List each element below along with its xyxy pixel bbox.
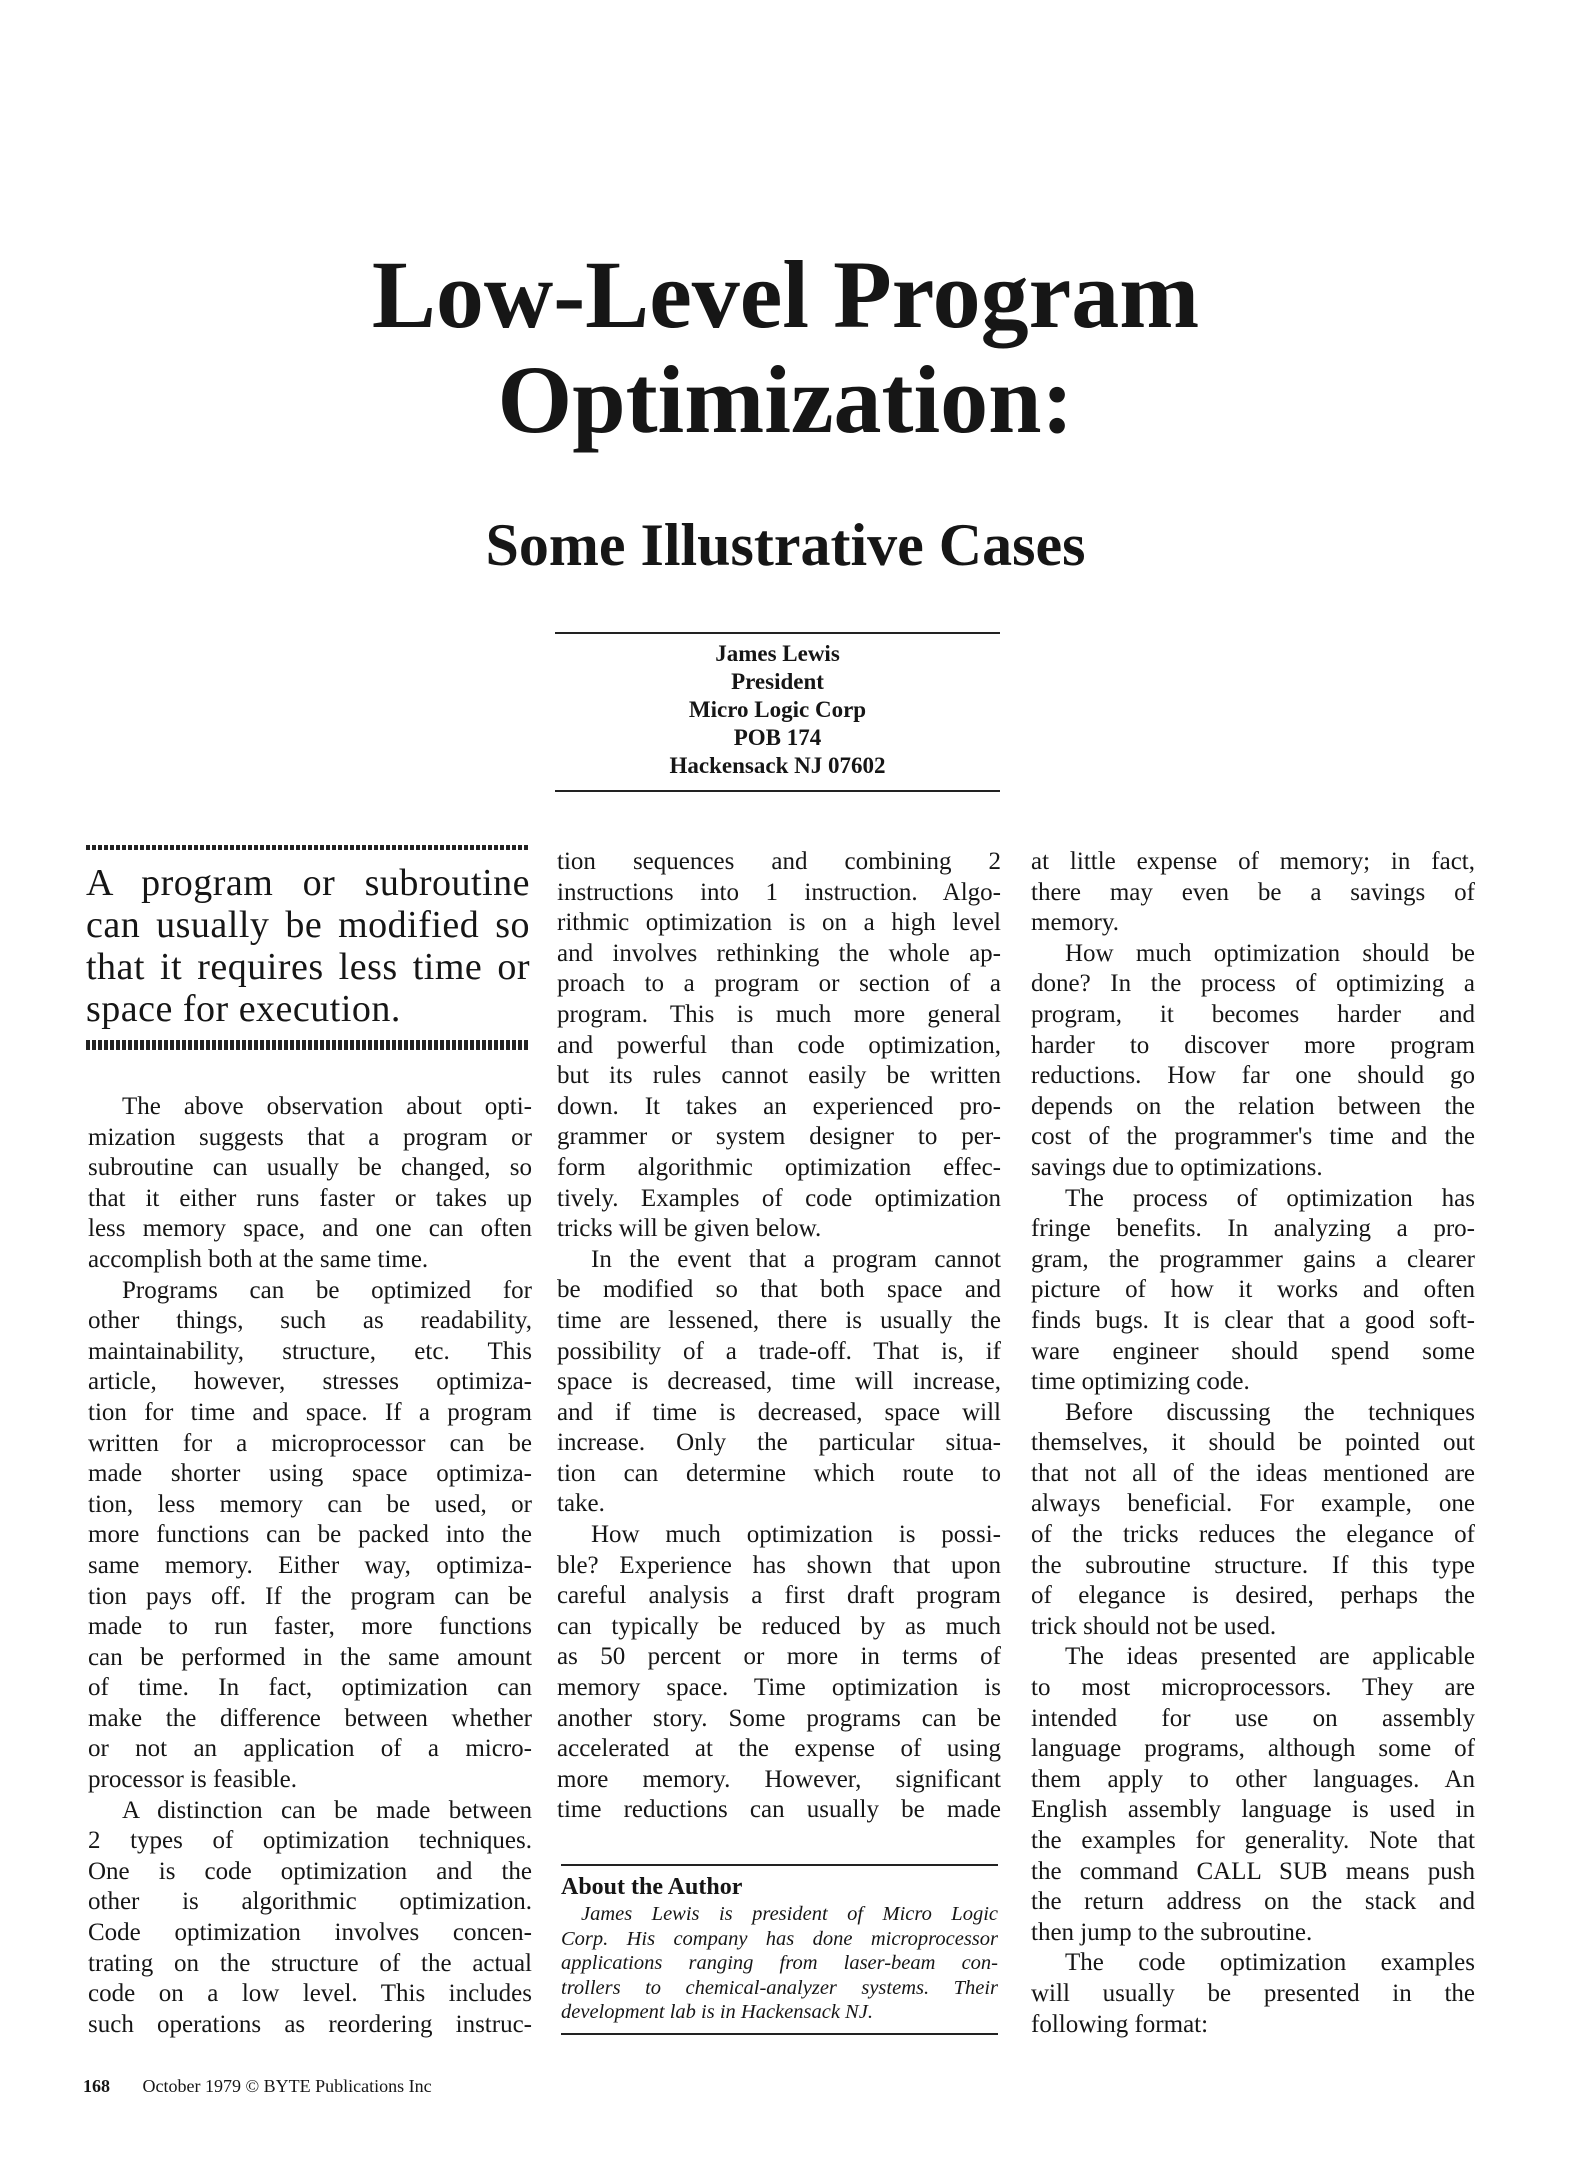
text-line: memory. [1031, 909, 1119, 937]
text-line: done? In the process of optimizing a [1031, 970, 1475, 998]
text-line: gram, the programmer gains a clearer [1031, 1245, 1475, 1273]
text-line: tion sequences and combining 2 [557, 848, 1001, 875]
text-line: that not all of the ideas mentioned are [1031, 1459, 1475, 1487]
text-line: trick should not be used. [1031, 1612, 1277, 1640]
text-line: other is algorithmic optimization. [88, 1888, 532, 1916]
about-author-line: James Lewis is president of Micro Logic [581, 1903, 998, 1925]
about-the-author-box [561, 1864, 998, 2035]
text-line: always beneficial. For example, one [1031, 1490, 1475, 1518]
text-line: more functions can be packed into the [88, 1521, 532, 1549]
text-line: another story. Some programs can be [557, 1704, 1001, 1732]
text-line: instructions into 1 instruction. Algo- [557, 878, 1001, 906]
text-line: In the event that a program cannot [591, 1245, 1001, 1273]
pull-quote [86, 862, 530, 1030]
text-line: following format: [1031, 2010, 1209, 2038]
text-line: written for a microprocessor can be [88, 1429, 532, 1457]
text-line: How much optimization should be [1065, 939, 1475, 967]
text-line: space is decreased, time will increase, [557, 1368, 1001, 1396]
text-line: memory space. Time optimization is [557, 1674, 1001, 1702]
text-line: reductions. How far one should go [1031, 1062, 1475, 1090]
text-line: program. This is much more general [557, 1000, 1001, 1028]
text-line: more memory. However, significant [557, 1765, 1001, 1793]
text-line: time reductions can usually be made [557, 1796, 1001, 1824]
text-line: One is code optimization and the [88, 1857, 532, 1885]
text-line: intended for use on assembly [1031, 1704, 1475, 1732]
text-line: language programs, although some of [1031, 1735, 1475, 1763]
text-line: be modified so that both space and [557, 1276, 1001, 1304]
text-line: tion pays off. If the program can be [88, 1582, 532, 1610]
text-line: less memory space, and one can often [88, 1215, 532, 1243]
text-line: the return address on the stack and [1031, 1888, 1475, 1916]
text-line: program, it becomes harder and [1031, 1000, 1475, 1028]
text-line: grammer or system designer to per- [557, 1123, 1001, 1151]
pull-quote-line: that it requires less time or [86, 946, 530, 988]
text-line: careful analysis a first draft program [557, 1582, 1001, 1610]
body-column-2 [557, 847, 1001, 1826]
text-line: code on a low level. This includes [88, 1980, 532, 2008]
byline-top-rule [555, 632, 1000, 634]
author-pob: POB 174 [733, 725, 822, 750]
text-line: 2 types of optimization techniques. [88, 1827, 532, 1855]
text-line: mization suggests that a program or [88, 1123, 532, 1151]
article-title-line-1: Low-Level Program [371, 241, 1200, 348]
about-author-heading: About the Author [561, 1874, 743, 1900]
text-line: tion can determine which route to [557, 1459, 1001, 1487]
text-line: rithmic optimization is on a high level [557, 909, 1001, 937]
about-author-line: Corp. His company has done microprocessor [561, 1927, 998, 1950]
text-line: maintainability, structure, etc. This [88, 1337, 532, 1365]
text-line: make the difference between whether [88, 1704, 532, 1732]
about-author-line: development lab is in Hackensack NJ. [561, 2001, 873, 2023]
text-line: cost of the programmer's time and the [1031, 1123, 1475, 1151]
author-box-top-rule [561, 1864, 998, 1866]
text-line: The process of optimization has [1065, 1184, 1475, 1212]
author-title: President [731, 669, 824, 694]
text-line: down. It takes an experienced pro- [557, 1092, 1001, 1120]
text-line: tively. Examples of code optimization [557, 1184, 1001, 1212]
text-line: themselves, it should be pointed out [1031, 1429, 1475, 1457]
text-line: possibility of a trade-off. That is, if [557, 1337, 1001, 1365]
text-line: at little expense of memory; in fact, [1031, 848, 1475, 875]
text-line: and powerful than code optimization, [557, 1031, 1001, 1059]
text-line: can typically be reduced by as much [557, 1612, 1001, 1640]
text-line: The ideas presented are applicable [1065, 1643, 1475, 1671]
text-line: finds bugs. It is clear that a good soft- [1031, 1306, 1475, 1334]
text-line: fringe benefits. In analyzing a pro- [1031, 1215, 1475, 1243]
text-line: Programs can be optimized for [122, 1276, 532, 1304]
text-line: there may even be a savings of [1031, 878, 1475, 906]
text-line: made to run faster, more functions [88, 1613, 532, 1641]
text-line: depends on the relation between the [1031, 1092, 1475, 1120]
text-line: trating on the structure of the actual [88, 1949, 532, 1977]
text-line: can be performed in the same amount [88, 1643, 532, 1671]
text-line: picture of how it works and often [1031, 1276, 1475, 1304]
text-line: other things, such as readability, [88, 1307, 532, 1335]
page-footer [83, 2074, 432, 2098]
pull-quote-line: A program or subroutine [86, 862, 530, 904]
text-line: made shorter using space optimiza- [88, 1460, 532, 1488]
text-line: time optimizing code. [1031, 1368, 1250, 1396]
text-line: then jump to the subroutine. [1031, 1918, 1313, 1946]
text-line: tion, less memory can be used, or [88, 1490, 532, 1518]
pull-quote-line: space for execution. [86, 988, 401, 1030]
text-line: of time. In fact, optimization can [88, 1674, 532, 1702]
text-line: tion for time and space. If a program [88, 1398, 532, 1426]
article-subtitle: Some Illustrative Cases [485, 512, 1086, 578]
publication-credit: October 1979 © BYTE Publications Inc [142, 2076, 432, 2096]
text-line: proach to a program or section of a [557, 970, 1001, 998]
text-line: the subroutine structure. If this type [1031, 1551, 1475, 1579]
text-line: the examples for generality. Note that [1031, 1827, 1475, 1854]
text-line: as 50 percent or more in terms of [557, 1643, 1001, 1671]
text-line: and involves rethinking the whole ap- [557, 939, 1001, 967]
text-line: will usually be presented in the [1031, 1979, 1475, 2007]
text-line: savings due to optimizations. [1031, 1153, 1323, 1181]
about-author-line: trollers to chemical-analyzer systems. Their [561, 1976, 998, 1999]
text-line: take. [557, 1490, 605, 1518]
text-line: same memory. Either way, optimiza- [88, 1551, 532, 1579]
text-line: tricks will be given below. [557, 1215, 822, 1243]
text-line: A distinction can be made between [122, 1796, 532, 1824]
text-line: article, however, stresses optimiza- [88, 1368, 532, 1396]
text-line: to most microprocessors. They are [1031, 1674, 1475, 1702]
text-line: harder to discover more program [1031, 1031, 1475, 1059]
text-line: The code optimization examples [1065, 1949, 1475, 1977]
author-name: James Lewis [715, 641, 840, 666]
text-line: accelerated at the expense of using [557, 1735, 1001, 1763]
text-line: of elegance is desired, perhaps the [1031, 1582, 1475, 1610]
byline-bottom-rule [555, 790, 1000, 792]
text-line: subroutine can usually be changed, so [88, 1154, 532, 1182]
text-line: ware engineer should spend some [1031, 1337, 1475, 1365]
author-byline [555, 640, 1000, 780]
text-line: ble? Experience has shown that upon [557, 1551, 1001, 1579]
text-line: The above observation about opti- [122, 1093, 532, 1120]
text-line: and if time is decreased, space will [557, 1398, 1001, 1426]
pull-quote-bottom-border [86, 1040, 530, 1050]
text-line: of the tricks reduces the elegance of [1031, 1521, 1475, 1549]
text-line: but its rules cannot easily be written [557, 1062, 1001, 1090]
text-line: processor is feasible. [88, 1766, 297, 1794]
author-company: Micro Logic Corp [688, 697, 867, 722]
text-line: such operations as reordering instruc- [88, 2010, 532, 2038]
author-box-bottom-rule [561, 2033, 998, 2035]
text-line: them apply to other languages. An [1031, 1765, 1475, 1793]
about-author-line: applications ranging from laser-beam con- [561, 1952, 998, 1974]
body-column-3 [1031, 847, 1475, 2040]
page-number: 168 [83, 2076, 110, 2096]
text-line: or not an application of a micro- [88, 1735, 532, 1763]
article-title-line-2: Optimization: [497, 346, 1074, 453]
author-city: Hackensack NJ 07602 [669, 753, 886, 778]
text-line: increase. Only the particular situa- [557, 1429, 1001, 1457]
text-line: that it either runs faster or takes up [88, 1184, 532, 1212]
text-line: Before discussing the techniques [1065, 1398, 1475, 1426]
pull-quote-top-border [86, 845, 530, 850]
text-line: the command CALL SUB means push [1031, 1857, 1475, 1885]
text-line: Code optimization involves concen- [88, 1919, 532, 1947]
text-line: How much optimization is possi- [591, 1521, 1001, 1549]
body-column-1 [88, 1092, 532, 2040]
pull-quote-line: can usually be modified so [86, 904, 530, 946]
text-line: time are lessened, there is usually the [557, 1306, 1001, 1334]
text-line: accomplish both at the same time. [88, 1245, 429, 1273]
text-line: English assembly language is used in [1031, 1796, 1475, 1824]
text-line: form algorithmic optimization effec- [557, 1153, 1001, 1181]
